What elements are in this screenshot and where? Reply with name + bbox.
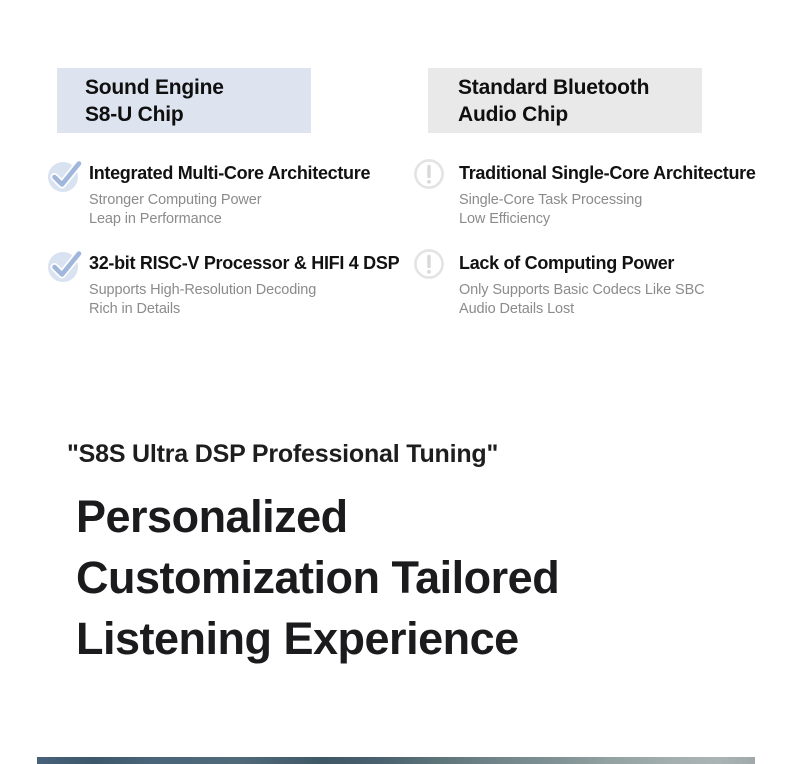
right-chip-header-line2: Audio Chip [458,102,568,126]
feature-subtext-line2: Leap in Performance [89,210,222,227]
feature-subtext-line2: Audio Details Lost [459,300,575,317]
feature-subtext [459,191,756,228]
check-badge-icon [46,246,86,291]
feature-title: 32-bit RISC-V Processor & HIFI 4 DSP [89,253,400,273]
alert-circle-icon [413,248,445,285]
right-chip-header [428,68,702,133]
feature-subtext-line1: Supports High-Resolution Decoding [89,282,317,298]
section-heading-line3: Listening Experience [76,613,519,664]
feature-title: Integrated Multi-Core Architecture [89,163,371,183]
tuning-quote: "S8S Ultra DSP Professional Tuning" [67,440,499,468]
feature-subtext-line1: Single-Core Task Processing [459,192,643,208]
left-chip-header-line1: Sound Engine [85,75,224,99]
next-section-image-edge [37,757,755,764]
check-badge-icon [46,156,86,201]
feature-subtext [459,281,705,318]
feature-subtext-line1: Only Supports Basic Codecs Like SBC [459,282,705,298]
left-chip-header-line2: S8-U Chip [85,102,184,126]
feature-subtext-line2: Low Efficiency [459,210,551,227]
section-heading-line2: Customization Tailored [76,552,560,603]
section-heading-line1: Personalized [76,491,348,542]
feature-subtext-line1: Stronger Computing Power [89,192,262,208]
feature-subtext [89,191,370,228]
right-chip-header-line1: Standard Bluetooth [458,75,650,99]
feature-subtext [89,281,399,318]
feature-title: Traditional Single-Core Architecture [459,163,756,183]
section-heading [76,486,559,669]
feature-title: Lack of Computing Power [459,253,675,273]
left-chip-header [57,68,311,133]
alert-circle-icon [413,158,445,195]
feature-subtext-line2: Rich in Details [89,300,181,317]
